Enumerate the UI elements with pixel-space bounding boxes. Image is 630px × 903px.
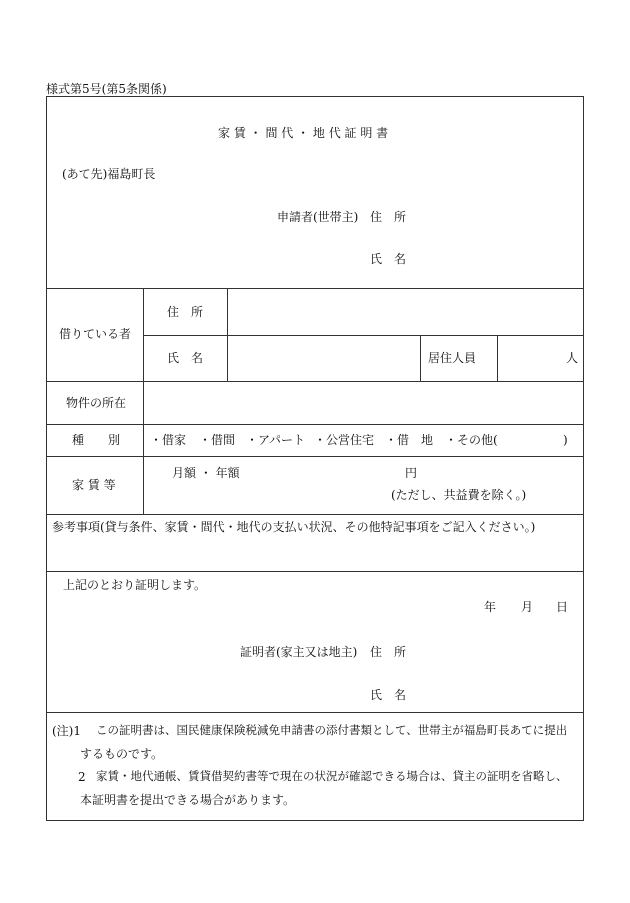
type-option-other-close: ) — [563, 433, 568, 447]
tenant-row-label: 借りている者 — [59, 327, 132, 341]
tenant-address-label: 住 所 — [167, 305, 204, 319]
rent-period: 月額 ・ 年額 — [172, 466, 240, 480]
column-divider — [227, 288, 228, 381]
certifier-label: 証明者(家主又は地主) — [240, 645, 358, 659]
remarks-label: 参考事項(貸与条件、家賃・間代・地代の支払い状況、その他特記事項をご記入ください。) — [52, 520, 536, 534]
certification-statement: 上記のとおり証明します。 — [63, 578, 207, 592]
form-title: 家 賃 ・ 間 代 ・ 地 代 証 明 書 — [218, 126, 389, 140]
note-2-line-2: 本証明書を提出できる場合があります。 — [80, 793, 296, 807]
notes-prefix: (注)1 — [52, 724, 81, 738]
divider — [46, 571, 584, 572]
type-option-public-housing: ・公営住宅 — [314, 433, 375, 447]
type-option-other: ・その他( — [445, 433, 498, 447]
tenant-name-label: 氏 名 — [167, 351, 204, 365]
column-divider — [497, 335, 498, 381]
column-divider — [420, 335, 421, 381]
applicant-address-label: 住 所 — [370, 210, 407, 224]
type-option-house: ・借家 — [150, 433, 187, 447]
residents-unit: 人 — [566, 351, 579, 365]
certifier-address-label: 住 所 — [370, 645, 407, 659]
property-location-label: 物件の所在 — [66, 396, 127, 410]
cert-year: 年 — [484, 600, 497, 614]
cert-month: 月 — [521, 600, 534, 614]
note-1-line-2: するものです。 — [80, 747, 164, 761]
rent-unit: 円 — [405, 466, 418, 480]
type-option-land: ・借 地 — [385, 433, 434, 447]
divider — [46, 712, 584, 713]
divider — [46, 456, 584, 457]
column-divider — [143, 288, 144, 514]
residents-label: 居住人員 — [428, 351, 477, 365]
divider — [143, 335, 584, 336]
certifier-name-label: 氏 名 — [370, 688, 407, 702]
note-2-line-1: 家賃・地代通帳、賃貸借契約書等で現在の状況が確認できる場合は、貸主の証明を省略し、 — [96, 769, 568, 783]
rent-note: (ただし、共益費を除く。) — [391, 488, 527, 502]
divider — [46, 514, 584, 515]
divider — [46, 288, 584, 289]
divider — [46, 381, 584, 382]
applicant-label: 申請者(世帯主) — [277, 210, 359, 224]
form-number: 様式第5号(第5条関係) — [46, 82, 167, 96]
applicant-name-label: 氏 名 — [370, 252, 407, 266]
addressee: (あて先)福島町長 — [62, 167, 156, 181]
note-1-line-1: この証明書は、国民健康保険税減免申請書の添付書類として、世帯主が福島町長あてに提出 — [96, 723, 568, 737]
type-option-apartment: ・アパート — [246, 433, 306, 447]
cert-day: 日 — [556, 600, 569, 614]
note-2-number: 2 — [78, 770, 86, 784]
rent-label: 家 賃 等 — [72, 478, 116, 492]
divider — [46, 424, 584, 425]
property-type-label: 種 別 — [72, 433, 121, 447]
type-option-room: ・借間 — [199, 433, 236, 447]
